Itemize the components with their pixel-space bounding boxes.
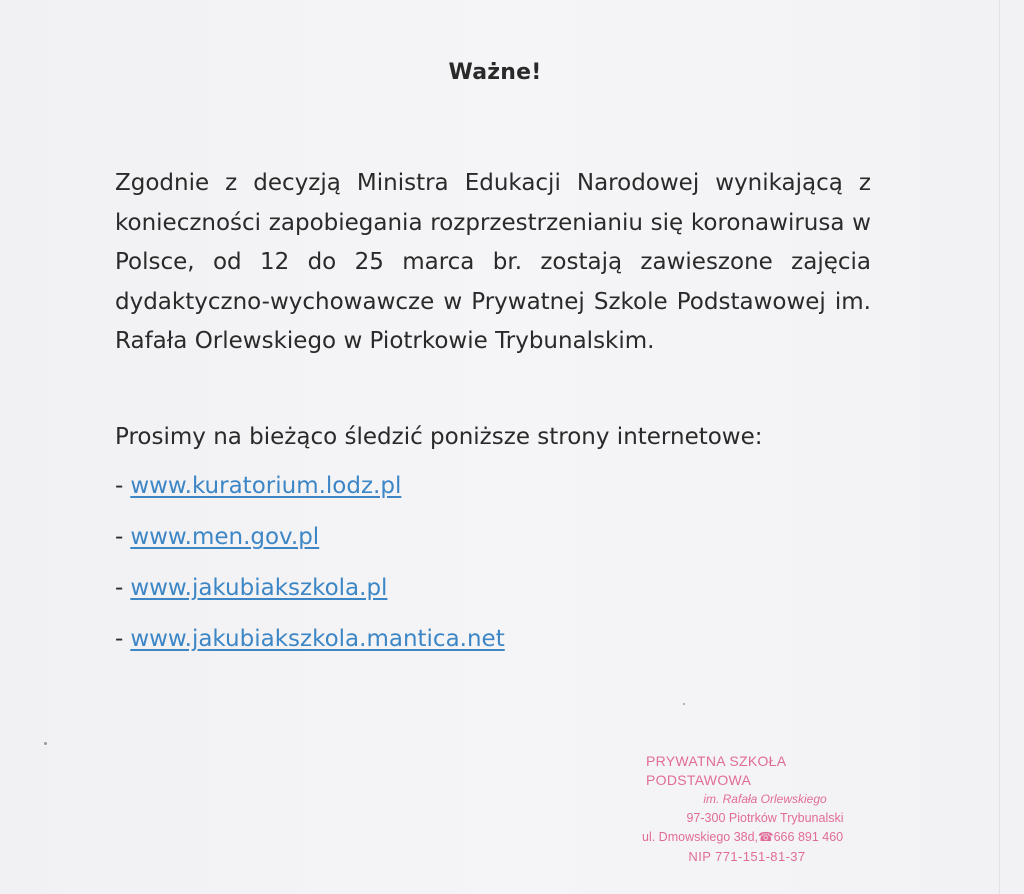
link-item <box>115 518 505 569</box>
list-dash: - <box>115 524 124 550</box>
stamp-school-name: PRYWATNA SZKOŁA PODSTAWOWA <box>646 753 786 788</box>
school-stamp <box>640 752 874 866</box>
stamp-nip: NIP 771-151-81-37 <box>688 849 806 864</box>
list-dash: - <box>115 473 124 499</box>
list-dash: - <box>115 626 124 652</box>
stamp-phone: 666 891 460 <box>773 830 844 844</box>
announcement-paragraph <box>115 164 871 362</box>
link-item <box>115 620 505 671</box>
paragraph-1: Zgodnie z decyzją Ministra Edukacji Narodowej wynikającą z konieczności zapobiegania rozprzestrzenianiu się koronawirusa w Polsce, od 12 do 25 marca br. zostają zawieszone zajęcia dydaktyczno-wychowawcze w Prywatnej Szkole Podstawowej im. Rafała Orlewskiego w Piotrkowie Trybunalskim. <box>115 170 871 354</box>
scan-speck <box>683 703 685 705</box>
stamp-street-line <box>640 828 874 847</box>
page-edge-line <box>999 0 1000 894</box>
link-list <box>115 467 505 671</box>
stamp-street: ul. Dmowskiego 38d, <box>642 830 759 844</box>
paragraph-2: Prosimy na bieżąco śledzić poniższe strony internetowe: <box>115 424 763 450</box>
scan-speck <box>44 742 47 745</box>
phone-icon: ☎ <box>758 830 774 844</box>
document-title: Ważne! <box>448 60 542 85</box>
link-jakubiakszkola[interactable]: www.jakubiakszkola.pl <box>130 575 388 601</box>
link-kuratorium[interactable]: www.kuratorium.lodz.pl <box>130 473 402 499</box>
list-dash: - <box>115 575 124 601</box>
stamp-city: 97-300 Piotrków Trybunalski <box>686 811 844 825</box>
link-item <box>115 569 505 620</box>
stamp-patron: im. Rafała Orlewskiego <box>703 792 827 806</box>
link-item <box>115 467 505 518</box>
link-jakubiakszkola-mantica[interactable]: www.jakubiakszkola.mantica.net <box>130 626 505 652</box>
link-men[interactable]: www.men.gov.pl <box>130 524 320 550</box>
